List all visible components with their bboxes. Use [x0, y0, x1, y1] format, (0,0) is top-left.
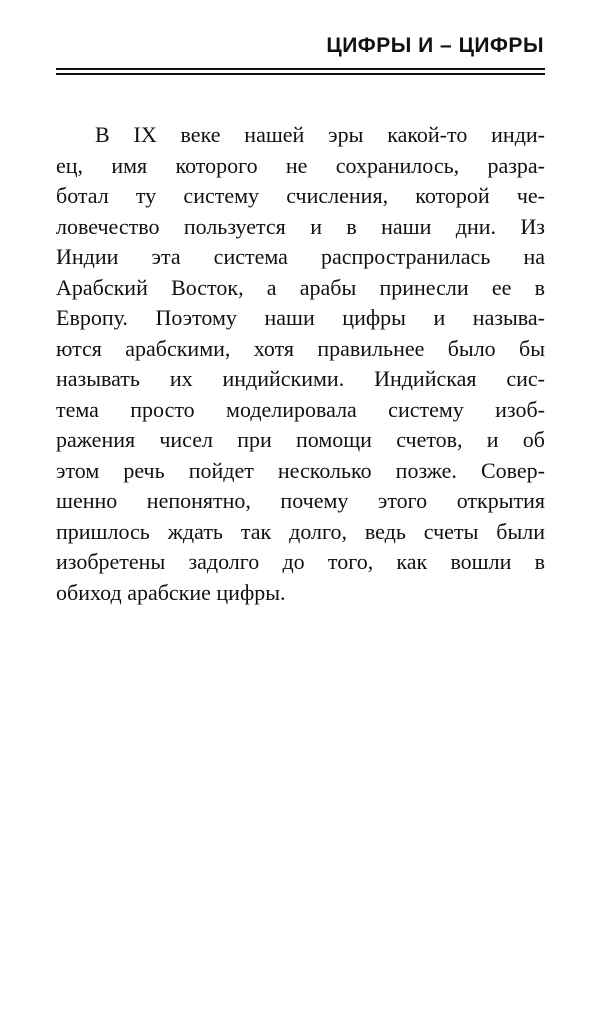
text-line-15: изобретены задолго до того, как вошли в — [56, 549, 545, 574]
text-line-4: ловечество пользуется и в наши дни. Из — [56, 213, 545, 239]
text-line-6: Арабский Восток, а арабы принесли ее в — [56, 274, 545, 300]
text-line-12: этом речь пойдет несколько позже. Совер- — [56, 457, 545, 483]
header-rule-bottom — [56, 73, 545, 75]
text-line-9: называть их индийскими. Индийская сис- — [56, 366, 545, 391]
running-head: ЦИФРЫ И – ЦИФРЫ — [326, 34, 544, 57]
header-double-rule — [56, 68, 545, 75]
text-line-1: В IX веке нашей эры какой-то инди- — [95, 122, 545, 147]
text-line-13: шенно непонятно, почему этого открытия — [56, 488, 545, 513]
text-line-3: ботал ту систему счисления, которой че- — [56, 183, 545, 208]
text-line-10: тема просто моделировала систему изоб- — [56, 396, 545, 422]
text-line-8: ются арабскими, хотя правильнее было бы — [56, 335, 545, 361]
text-line-5: Индии эта система распространилась на — [56, 244, 545, 269]
text-line-7: Европу. Поэтому наши цифры и называ- — [56, 305, 545, 330]
text-line-14: пришлось ждать так долго, ведь счеты были — [56, 518, 545, 544]
body-paragraph — [56, 120, 545, 608]
text-line-2: ец, имя которого не сохранилось, разра- — [56, 152, 545, 178]
text-line-11: ражения чисел при помощи счетов, и об — [56, 427, 545, 452]
header-rule-top — [56, 68, 545, 70]
text-line-16: обиход арабские цифры. — [56, 579, 286, 605]
